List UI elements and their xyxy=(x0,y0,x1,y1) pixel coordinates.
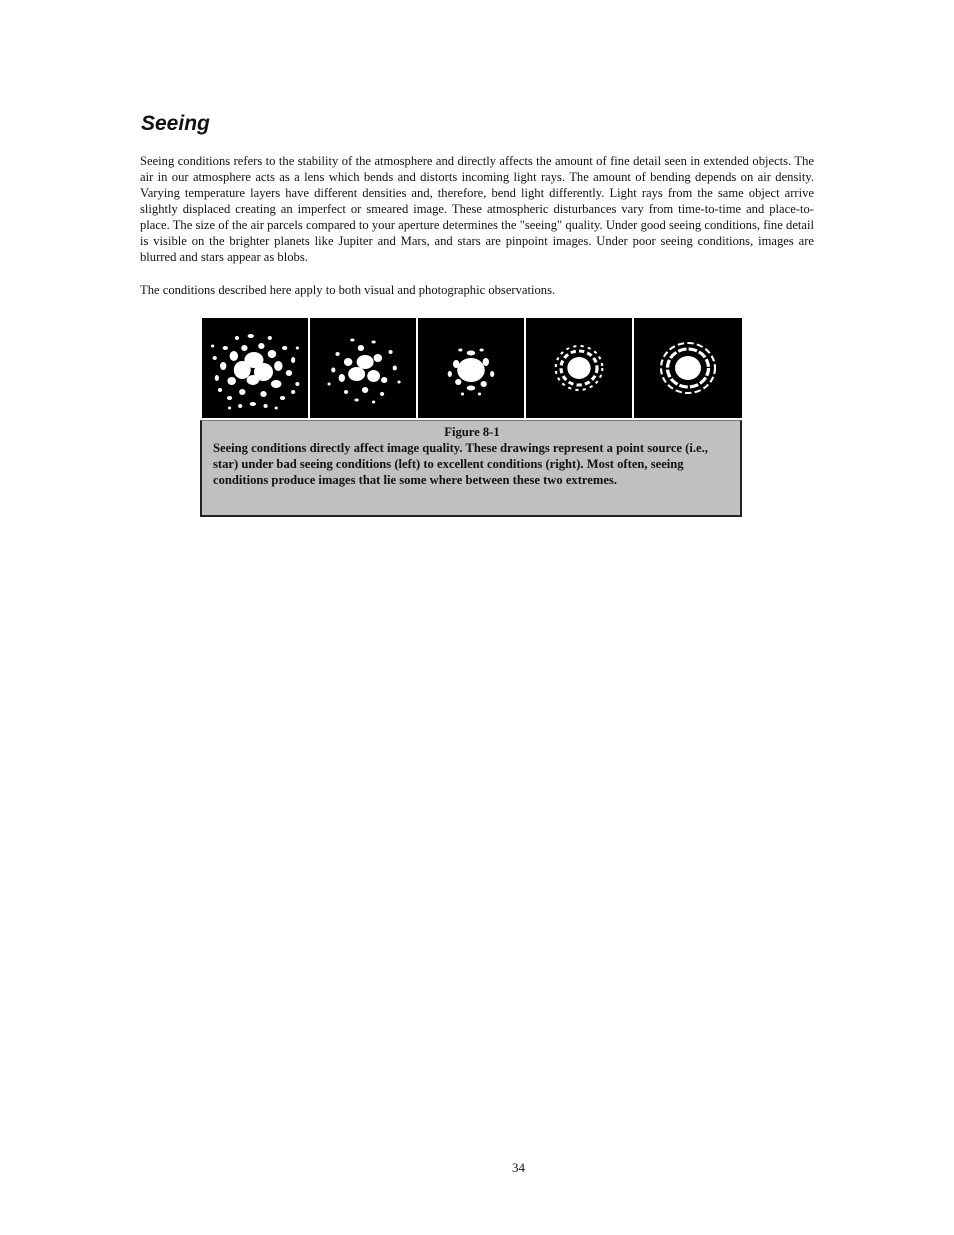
star-image-panel-excellent-seeing xyxy=(634,318,742,418)
speckle-star-image xyxy=(418,318,524,418)
body-paragraph-observations: The conditions described here apply to both visual and photographic observations. xyxy=(140,283,556,297)
page-number: 34 xyxy=(512,1160,525,1175)
star-image-panel-poor-seeing xyxy=(310,318,416,418)
speckle-star-image xyxy=(310,318,416,418)
figure-caption-box xyxy=(200,420,742,517)
figure-caption: Seeing conditions directly affect image quality. These drawings represent a point source (i.e., star) under bad seeing conditions (left) to excellent conditions (right). Most often, seeing conditions produce images that lie some where between these two extremes. xyxy=(213,441,708,487)
body-paragraph-seeing-conditions: Seeing conditions refers to the stability of the atmosphere and directly affects the amount of fine detail seen in extended objects. The air in our atmosphere acts as a lens which bends and distorts incoming light rays. The amount of bending depends on air density. Varying temperature layers have different densities and, therefore, bend light differently. Light rays from the same object arrive slightly displaced creating an imperfect or smeared image. These atmospheric disturbances vary from time-to-time and place-to-place. The size of the air parcels compared to your aperture determines the "seeing" quality. Under good seeing conditions, fine detail is visible on the brighter planets like Jupiter and Mars, and stars are pinpoint images. Under poor seeing conditions, images are blurred and stars appear as blobs. xyxy=(140,154,814,264)
star-image-panel-fair-seeing xyxy=(418,318,524,418)
seeing-figure-strip xyxy=(202,318,742,420)
star-image-panel-bad-seeing xyxy=(202,318,308,418)
figure-label: Figure 8-1 xyxy=(444,425,500,439)
section-heading: Seeing xyxy=(141,112,210,135)
speckle-star-image xyxy=(526,318,632,418)
star-image-panel-good-seeing xyxy=(526,318,632,418)
speckle-star-image xyxy=(202,318,308,418)
airy-disk-star-image xyxy=(634,318,742,418)
